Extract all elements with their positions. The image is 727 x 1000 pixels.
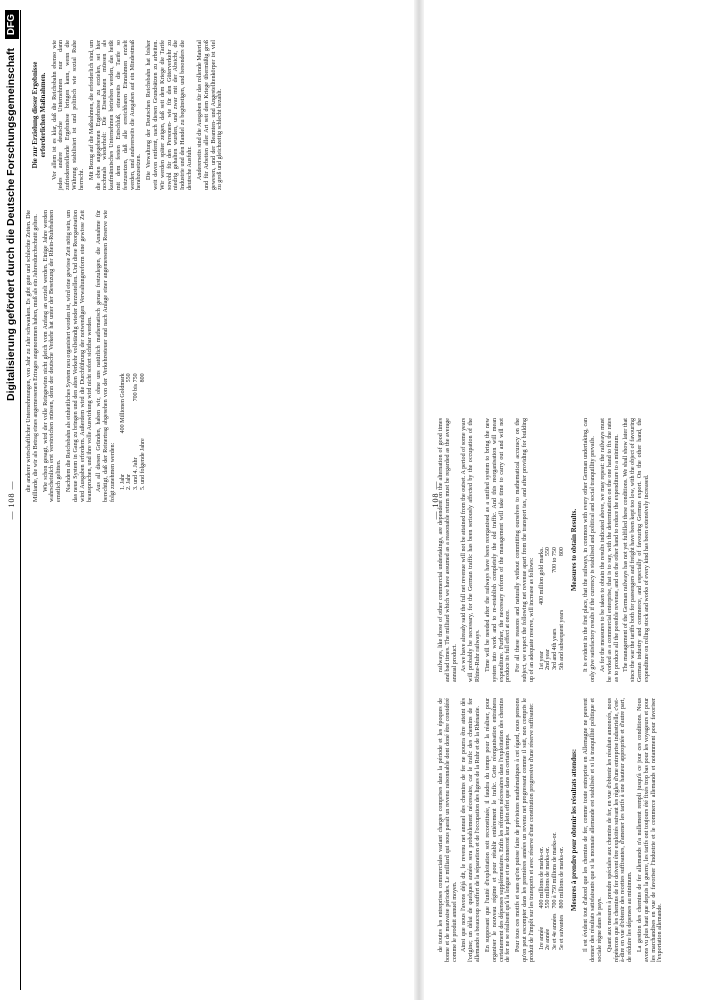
schedule-year: 1st year xyxy=(538,651,545,670)
paragraph: de toutes les entreprises commerciales variant charges comprises dans la période et les époques de bonne et de mauvaise périodes. Le milliard qui nous paraît un revenu raisonnable dont doné être considéré comme le produit annuel moyen. xyxy=(438,698,458,962)
paragraph: The management of the German railways has not yet fulfilled these conditions. We shall show later that since the war the tariffs both for passengers and freight have been kept too low, with the object of favouring German industry and commerce, and especially of favouring German export. On the other hand, the expenditure on rolling stock and works of every kind has been extensively increased. xyxy=(623,418,650,682)
digitization-notice xyxy=(4,10,19,990)
page-number: — 108 — xyxy=(431,480,440,520)
paragraph: Wie schon gesagt, wird der volle Reingewinn nicht gleich vom Anfang an erzielt werden. Einige Jahre werden wahrscheinlich erst verstreichen müssen, denn der deutsche Verkehr hat unter der Besetzung der Rhein-Ruhrbahnen ernstlich gelitten. xyxy=(42,210,63,502)
table-row xyxy=(545,827,552,950)
table-row xyxy=(552,542,559,670)
revenue-schedule-table xyxy=(539,542,566,670)
section-heading: Die zur Erzielung dieser Ergebnisse erforderlichen Maßnahmen. xyxy=(31,61,47,169)
schedule-year: 5e et suivantes xyxy=(558,914,565,950)
schedule-year: 1re année xyxy=(538,926,545,950)
schedule-amount: 550 xyxy=(545,547,552,557)
table-row xyxy=(545,542,552,670)
schedule-year: 3. und 4. Jahr xyxy=(133,457,140,490)
left-page-french-english xyxy=(424,0,727,1000)
section-heading: Mesures à prendre pour obtenir les résultats attendus: xyxy=(570,748,579,912)
table-row xyxy=(120,368,127,490)
schedule-amount: 400 million gold marks. xyxy=(538,547,545,605)
schedule-year: 5. und folgende Jahre xyxy=(139,438,146,490)
schedule-year: 3e et 4e années xyxy=(552,913,558,950)
book-gutter xyxy=(414,0,424,1000)
paragraph: It is evident in the first place, that the railways, in common with every other German undertaking, can only give satisfactory results if the currency is stabilised and political and social tranquillity prevails. xyxy=(583,418,597,682)
german-text-column-2 xyxy=(26,40,227,190)
paragraph: Vor allem ist es klar, daß die Reichsbahn ebenso wie jedes andere deutsche Unternehmen nur dann zufriedenstellende Ergebnisse bringen kann, wenn die Währung stabilisiert ist und politisch wie sozial Ruhe herrscht. xyxy=(51,40,85,190)
table-row xyxy=(140,368,147,490)
english-text-column xyxy=(438,418,654,682)
schedule-year: 2e année xyxy=(545,928,552,950)
table-row xyxy=(133,368,140,490)
section-heading: Measures to obtain Results. xyxy=(570,508,579,592)
schedule-amount: 400 Millionen Goldmark xyxy=(119,373,126,434)
schedule-year: 5th and subsequent years xyxy=(558,609,565,670)
table-row xyxy=(552,827,559,950)
page-number: — 108 — xyxy=(7,480,16,520)
table-row xyxy=(559,542,566,670)
schedule-year: 3rd and 4th years xyxy=(552,628,558,670)
schedule-amount: 700 to 750 xyxy=(552,547,558,573)
table-row xyxy=(539,542,546,670)
paragraph: Aus all diesen Gründen, haben wir, ohne uns natürlich mathematisch genau festzulegen, die Annahme für berechtigt, daß der Reinertrag abgesehen von der Verkehrssteuer und nach Anlage einer angemessenen Reserve wie folgt zunehmen werden: xyxy=(96,210,116,502)
dfg-logo: DFG xyxy=(5,10,19,39)
revenue-schedule-table xyxy=(539,827,566,950)
schedule-amount: 550 xyxy=(126,373,133,383)
paragraph: Quant aux mesures à prendre spéciales aux chemins de fer, en vue d'obtenir les résultats annoncés, nous répéterons que les chemins de fer doivent être exploités suivant les règles d'une entreprise industrielle, c'est-à-dire en vue d'obtenir des recettes suffisantes, d'amener les tarifs à une hauteur appropriée et d'autre part, de réduire les dépenses au minimum. xyxy=(606,698,634,962)
paragraph: As we have already said the full net revenue will not be attained from the outset. A period of some years will probably be necessary, for the German traffic has been seriously affected by the occupation of the Rhine-Ruhr railways. xyxy=(461,418,482,682)
schedule-year: 2nd year xyxy=(545,649,552,670)
paragraph: La gestion des chemins de fer allemands n'a nullement rempli jusqu'à ce jour ces conditions. Nous avons vu plus haut que depuis la guerre, les tarifs ont toujours été fixés trop bas pour les voyageurs et pour les marchandises en vue de favoriser l'industrie et le commerce allemands et notamment pour favoriser l'exportation allemande. xyxy=(636,698,664,962)
table-row xyxy=(559,827,566,950)
paragraph: Pour tous ces motifs et sans qu'on puisse faire de prévisions mathématiques à cet égard, nous pensons qu'on peut escompter dans les premières années un revenu net progressant comme il suit, non compris le produit de l'impôt sur les transports et avec réserve d'une constitution progressive d'une réserve suffisante: xyxy=(515,698,535,962)
revenue-schedule-table xyxy=(120,368,147,490)
german-text-column-1 xyxy=(26,210,152,502)
table-row xyxy=(126,368,133,490)
french-text-column xyxy=(438,698,667,962)
schedule-amount: 700 bis 750 xyxy=(133,373,140,402)
paragraph: Il est évident tout d'abord que les chemins de fer, comme toute entreprise en Allemagne ne peuvent donner des résultats satisfaisants que si la monnaie allemande est stabilisée et si la tranquillité politique et sociale règne dans le pays. xyxy=(583,698,603,962)
schedule-amount: 400 millions de marks-or. xyxy=(538,846,545,909)
schedule-amount: 800 xyxy=(139,373,146,383)
schedule-amount: 550 millions de marks-or. xyxy=(545,846,552,909)
schedule-amount: 700 à 750 millions de marks-or. xyxy=(552,832,558,909)
table-row xyxy=(539,827,546,950)
paragraph: For all these reasons and naturally without committing ourselves to mathematical accuracy on the subject, we expect the following net revenue apart from the transport tax, and after providing for building up of an adequate reserve, will increase as follows: xyxy=(515,418,535,682)
schedule-amount: 800 xyxy=(558,547,565,557)
digitization-notice-text: Digitalisierung gefördert durch die Deutsche Forschungsgemeinschaft xyxy=(5,48,17,402)
schedule-amount: 800 millions de marks-or. xyxy=(558,846,565,909)
paragraph: Andererseits sind die Ausgaben für das rollende Material und für Arbeiten aller Art seit dem Kriege übermäßig groß gewesen, und der Beamten- und Angestelltenkörper ist viel zu groß und gleichzeitig schlecht bezahlt. xyxy=(196,40,224,190)
notice-divider xyxy=(20,10,21,990)
paragraph: railways, like those of other commercial undertakings, are dependent on the alternation of good times and bad times. The milliard which we have assumed as a reasonable return must be regarded as the average annual product. xyxy=(438,418,458,682)
paragraph: Time will be needed after the railways have been reorganised as a unified system to bring the new system into work and to re-establish completely the old traffic. And this reorganisation will mean expenditure. Further, the necessary reform of the management will take time to carry out and will not produce its full effect at once. xyxy=(484,418,512,682)
paragraph: Nachdem die Reichsbahn als einheitliches System neu organisiert worden ist, wird eine gewisse Zeit nötig sein, um das neue System in Gang zu bringen und den alten Verkehr vollständig wieder herzustellen. Und diese Reorganisation wird Ausgaben erfordern. Außerdem wird die Durchführung der notwendigen Verwaltungsreform eine gewisse Zeit beanspruchen, und ihre volle Auswirkung wird nicht sofort sichtbar werden. xyxy=(66,210,93,502)
schedule-year: 1. Jahr xyxy=(119,474,126,490)
paragraph: Mit Bezug auf die Maßnahmen, die erforderlich sind, um die oben angegebenen Ergebnisse zu erzielen, sei hier nochmals wiederholt: Die Eisenbahnen müssen als kaufmännisches Unternehmen betrieben werden, das heißt mit dem festen Entschluß, einerseits die Tarife so festzusetzen, daß alle erreichbaren Einnahmen erzielt werden, und andererseits die Ausgaben auf ein Mindestmaß herabzusetzen. xyxy=(88,40,143,190)
schedule-year: 2. Jahr xyxy=(126,474,133,490)
paragraph: Ainsi que nous l'avons déjà dit, le revenu net annuel des chemins de fer ne pourra être atteint dès l'origine; un délai de quelques années sera probablement nécessaire, car le trafic des chemins de fer allemands a beaucoup souffert de la séparation et de l'occupation des lignes de la Ruhr et de la Rhénanie. xyxy=(461,698,482,962)
paragraph: En supposant que l'unité d'exploitation soit reconstituée, il faudra du temps pour la réaliser, pour organiser le nouveau régime et pour rétablir entièrement le trafic. Cette réorganisation entraînera certainement des dépenses supplémentaires. Enfin les réformes nécessaires dans l'exploitation des chemins de fer ne se réalisent qu'à la longue et ne donneront leur plein effet que dans un certain temps. xyxy=(484,698,512,962)
paragraph: As for the measures to be taken to obtain the results indicated above, we may repeat: the railways must be worked as a commercial enterprise, that is to say, with the determination on the one hand to fix the rates as to produce all the possible revenue, and on the other hand to reduce the expenditure to a minimum. xyxy=(599,418,620,682)
paragraph: die anderer wirtschaftlicher Unternehmungen, von Jahr zu Jahr schwanken. Es gibt gute und schlechte Zeiten. Die Milliarde, die wir als Betrag eines angemessenen Ertrages angenommen haben, muß als ein Jahresdurchschnitt gelten. xyxy=(26,210,39,502)
paragraph: Die Verwaltung der Deutschen Reichsbahn hat bisher weit davon entfernt, nach diesen Grundsätzen zu arbeiten. Wir werden später zeigen, daß seit dem Kriege die Tarife sowohl für den Personen- wie für den Güterverkehr zu niedrig gehalten wurden, und zwar mit der Absicht, die Industrie und den Handel zu begünstigen, und besonders die deutsche Ausfuhr. xyxy=(146,40,194,190)
